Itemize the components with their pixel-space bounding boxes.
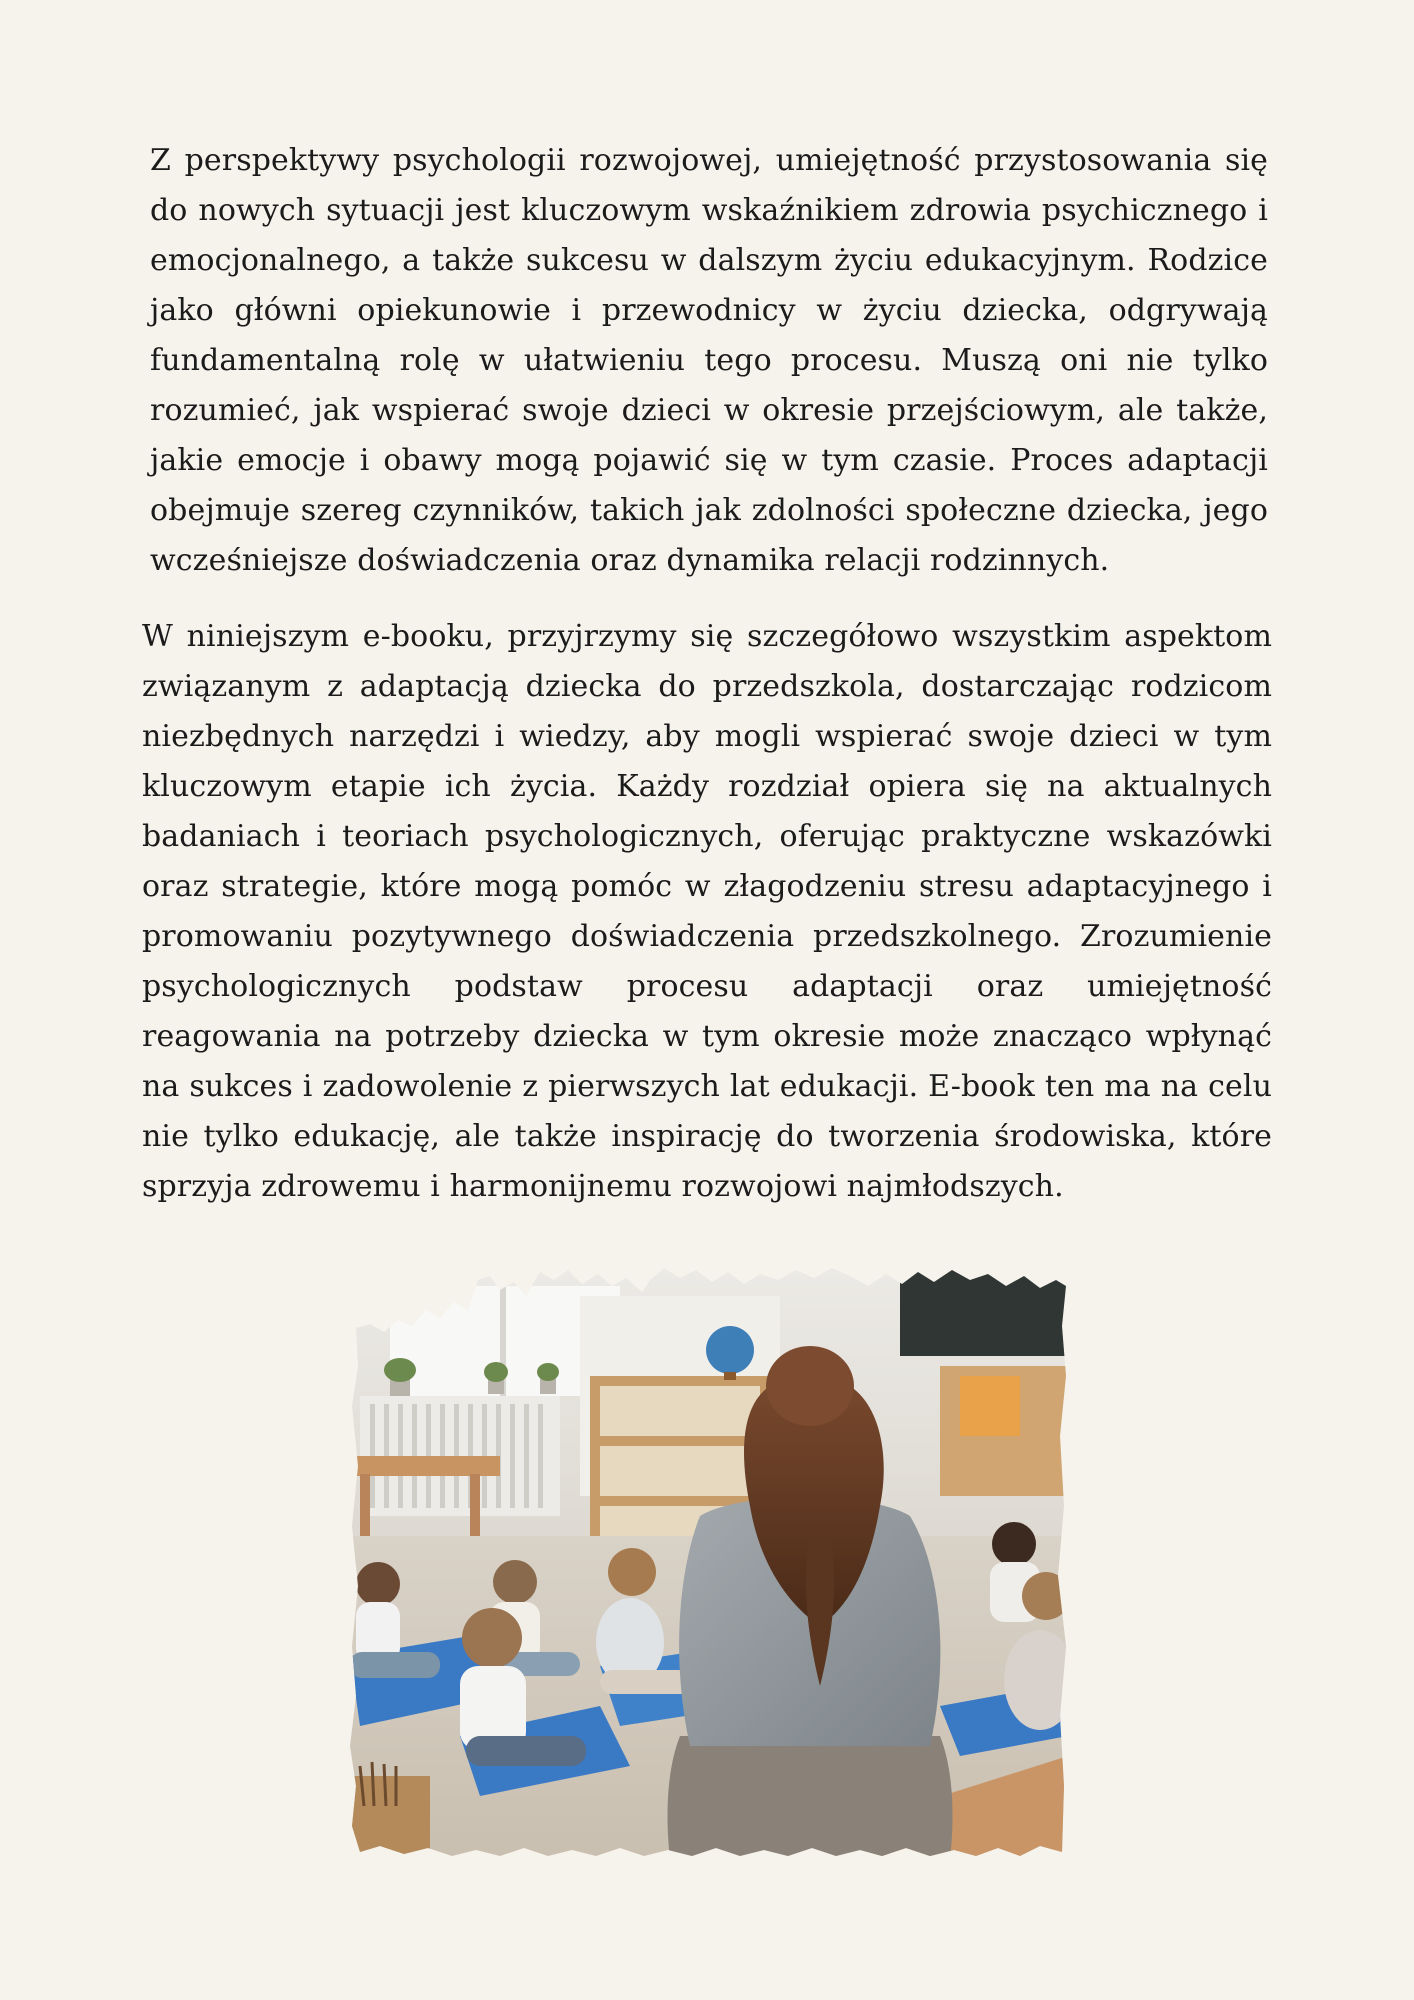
classroom-photo — [350, 1266, 1068, 1858]
paragraph-intro: Z perspektywy psychologii rozwojowej, umiejętność przystosowania się do nowych sytuacji jest kluczowym wskaźnikiem zdrowia psychicznego i emocjonalnego, a także sukcesu w dalszym życiu edukacyjnym. Rodzice jako główni opiekunowie i przewodnicy w życiu dziecka, odgrywają fundamentalną rolę w ułatwieniu tego procesu. Muszą oni nie tylko rozumieć, jak wspierać swoje dzieci w okresie przejściowym, ale także, jakie emocje i obawy mogą pojawić się w tym czasie. Proces adaptacji obejmuje szereg czynników, takich jak zdolności społeczne dziecka, jego wcześniejsze doświadczenia oraz dynamika relacji rodzinnych. — [150, 143, 1268, 578]
classroom-photo-icon — [350, 1266, 1068, 1858]
paragraph-ebook-overview: W niniejszym e-booku, przyjrzymy się szczegółowo wszystkim aspektom związanym z adaptacją dziecka do przedszkola, dostarczając rodzicom niezbędnych narzędzi i wiedzy, aby mogli wspierać swoje dzieci w tym kluczowym etapie ich życia. Każdy rozdział opiera się na aktualnych badaniach i teoriach psychologicznych, oferując praktyczne wskazówki oraz strategie, które mogą pomóc w złagodzeniu stresu adaptacyjnego i promowaniu pozytywnego doświadczenia przedszkolnego. Zrozumienie psychologicznych podstaw procesu adaptacji oraz umiejętność reagowania na potrzeby dziecka w tym okresie może znacząco wpłynąć na sukces i zadowolenie z pierwszych lat edukacji. E-book ten ma na celu nie tylko edukację, ale także inspirację do tworzenia środowiska, które sprzyja zdrowemu i harmonijnemu rozwojowi najmłodszych. — [142, 619, 1272, 1204]
